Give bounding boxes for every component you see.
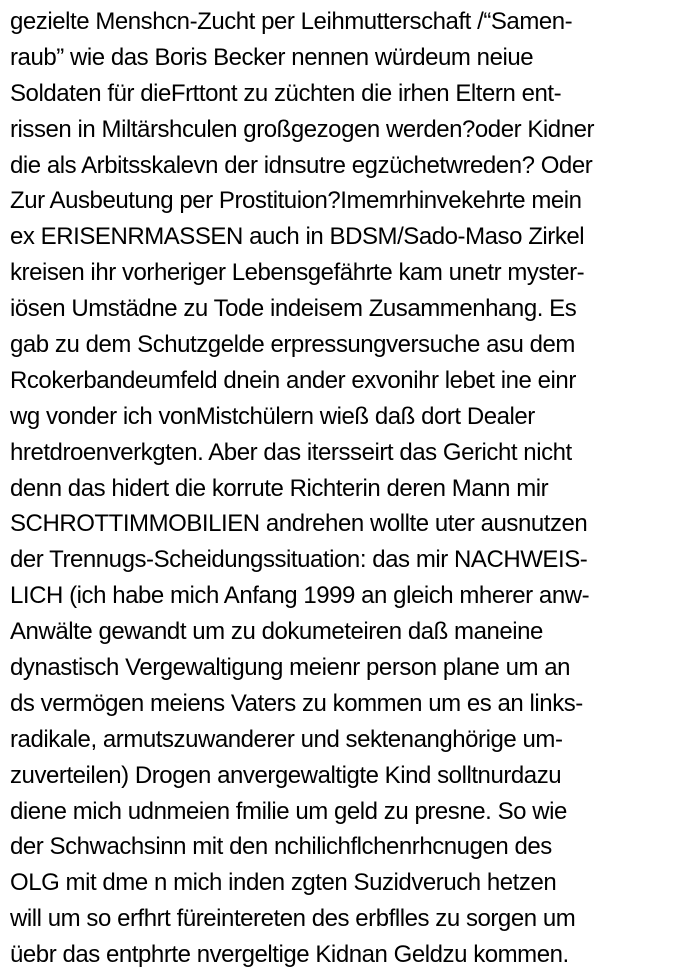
text-line-3: Soldaten für dieFrttont zu züchten die irhen Eltern ent- [10, 79, 562, 107]
text-line-9: iösen Umstädne zu Tode indeisem Zusammenhang. Es [10, 295, 577, 323]
text-line-25: OLG mit dme n mich inden zgten Suzidveruch hetzen [10, 869, 557, 897]
text-line-8: kreisen ihr vorheriger Lebensgefährte kam unetr myster- [10, 259, 585, 287]
text-line-21: radikale, armutszuwanderer und sektenanghörige um- [10, 725, 563, 753]
text-line-12: wg vonder ich vonMistchülern wieß daß dort Dealer [10, 402, 535, 430]
text-line-5: die als Arbitsskalevn der idnsutre egzüchetwreden? Oder [10, 151, 593, 179]
text-line-16: der Trennugs-Scheidungssituation: das mir NACHWEIS- [10, 546, 588, 574]
text-line-26: will um so erfhrt füreintereten des erbflles zu sorgen um [10, 905, 576, 933]
text-line-7: ex ERISENRMASSEN auch in BDSM/Sado-Maso Zirkel [10, 223, 585, 251]
text-line-17: LICH (ich habe mich Anfang 1999 an gleich mherer anw- [10, 582, 590, 610]
text-line-10: gab zu dem Schutzgelde erpressungversuche asu dem [10, 331, 575, 359]
text-line-2: raub” wie das Boris Becker nennen würdeum neiue [10, 43, 534, 71]
text-line-15: SCHROTTIMMOBILIEN andrehen wollte uter ausnutzen [10, 510, 588, 538]
text-line-27: üebr das entphrte nvergeltige Kidnan Geldzu kommen. [10, 941, 569, 969]
text-line-20: ds vermögen meiens Vaters zu kommen um es an links- [10, 689, 583, 717]
text-line-4: rissen in Miltärshculen großgezogen werden?oder Kidner [10, 115, 595, 143]
text-line-19: dynastisch Vergewaltigung meienr person plane um an [10, 654, 571, 682]
text-line-11: Rcokerbandeumfeld dnein ander exvonihr lebet ine einr [10, 366, 576, 394]
text-line-24: der Schwachsinn mit den nchilichflchenrhcnugen des [10, 833, 552, 861]
text-line-13: hretdroenverkgten. Aber das itersseirt das Gericht nicht [10, 438, 572, 466]
body-text [10, 4, 684, 973]
text-line-22: zuverteilen) Drogen anvergewaltigte Kind solltnurdazu [10, 761, 562, 789]
text-line-18: Anwälte gewandt um zu dokumeteiren daß maneine [10, 618, 543, 646]
text-line-6: Zur Ausbeutung per Prostituion?Imemrhinvekehrte mein [10, 187, 582, 215]
text-line-1: gezielte Menshcn-Zucht per Leihmutterschaft /“Samen- [10, 8, 573, 35]
text-line-23: diene mich udnmeien fmilie um geld zu presne. So wie [10, 797, 567, 825]
text-line-14: denn das hidert die korrute Richterin deren Mann mir [10, 474, 549, 502]
